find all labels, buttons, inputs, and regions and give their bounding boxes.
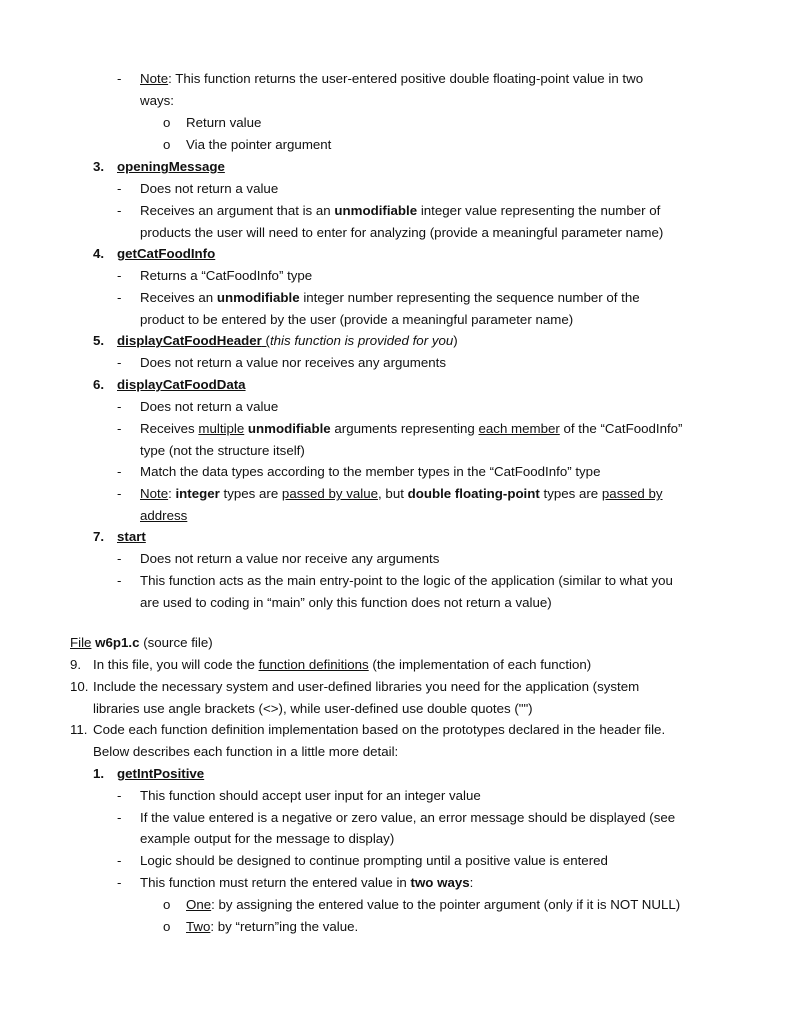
list-number: 7.: [93, 529, 105, 544]
file-heading: File w6p1.c (source file): [70, 635, 213, 650]
bullet-dash: -: [117, 464, 122, 479]
bullet-dash: -: [117, 71, 122, 86]
bullet-text: Does not return a value nor receive any arguments: [140, 551, 440, 566]
bullet-text: Logic should be designed to continue prompting until a positive value is entered: [140, 853, 608, 868]
list-number: 9.: [70, 657, 82, 672]
bullet-text-cont: product to be entered by the user (provide a meaningful parameter name): [140, 312, 574, 327]
bullet-circle: o: [163, 115, 171, 130]
function-heading: getCatFoodInfo: [117, 246, 216, 261]
bullet-circle: o: [163, 137, 171, 152]
function-heading: start: [117, 529, 146, 544]
numbered-item-cont: Below describes each function in a little more detail:: [93, 744, 399, 759]
bullet-text-cont: address: [140, 508, 188, 523]
bullet-text: If the value entered is a negative or zero value, an error message should be displayed (see: [140, 810, 676, 825]
list-number: 1.: [93, 766, 105, 781]
note-line: Note: This function returns the user-entered positive double floating-point value in two: [140, 71, 644, 86]
sub-item: One: by assigning the entered value to the pointer argument (only if it is NOT NULL): [186, 897, 681, 912]
bullet-text: Note: integer types are passed by value, but double floating-point types are passed by: [140, 486, 663, 501]
list-number: 5.: [93, 333, 105, 348]
numbered-item: In this file, you will code the function definitions (the implementation of each function): [93, 657, 592, 672]
function-heading: displayCatFoodHeader: [117, 333, 262, 348]
bullet-text-cont: example output for the message to display): [140, 831, 395, 846]
bullet-text-cont: type (not the structure itself): [140, 443, 305, 458]
bullet-dash: -: [117, 203, 122, 218]
bullet-dash: -: [117, 290, 122, 305]
list-number: 10.: [70, 679, 89, 694]
bullet-dash: -: [117, 355, 122, 370]
sub-item: Return value: [186, 115, 262, 130]
bullet-text: Does not return a value: [140, 181, 279, 196]
bullet-dash: -: [117, 399, 122, 414]
bullet-text-cont: are used to coding in “main” only this function does not return a value): [140, 595, 552, 610]
numbered-item: Include the necessary system and user-defined libraries you need for the application (system: [93, 679, 640, 694]
bullet-text: Does not return a value: [140, 399, 279, 414]
bullet-text: Match the data types according to the member types in the “CatFoodInfo” type: [140, 464, 601, 479]
bullet-dash: -: [117, 268, 122, 283]
bullet-dash: -: [117, 788, 122, 803]
bullet-dash: -: [117, 421, 122, 436]
bullet-text: Receives an argument that is an unmodifiable integer value representing the number of: [140, 203, 661, 218]
function-heading: openingMessage: [117, 159, 225, 174]
bullet-text: This function acts as the main entry-point to the logic of the application (similar to what you: [140, 573, 673, 588]
numbered-item: Code each function definition implementation based on the prototypes declared in the header file.: [93, 722, 666, 737]
list-number: 3.: [93, 159, 105, 174]
bullet-dash: -: [117, 853, 122, 868]
bullet-text: Receives multiple unmodifiable arguments representing each member of the “CatFoodInfo”: [140, 421, 683, 436]
bullet-text: Returns a “CatFoodInfo” type: [140, 268, 313, 283]
bullet-dash: -: [117, 181, 122, 196]
function-heading: displayCatFoodData: [117, 377, 246, 392]
bullet-dash: -: [117, 551, 122, 566]
list-number: 6.: [93, 377, 105, 392]
bullet-dash: -: [117, 486, 122, 501]
sub-item: Via the pointer argument: [186, 137, 332, 152]
sub-item: Two: by “return”ing the value.: [186, 919, 359, 934]
note-label: Note: [140, 71, 169, 86]
list-number: 11.: [70, 722, 88, 737]
bullet-dash: -: [117, 810, 122, 825]
function-heading-line: displayCatFoodHeader (this function is provided for you): [117, 333, 458, 348]
bullet-circle: o: [163, 919, 171, 934]
function-heading: getIntPositive: [117, 766, 205, 781]
list-number: 4.: [93, 246, 105, 261]
bullet-text: Does not return a value nor receives any arguments: [140, 355, 446, 370]
numbered-item-cont: libraries use angle brackets (<>), while user-defined use double quotes (""): [93, 701, 533, 716]
bullet-text: This function should accept user input for an integer value: [140, 788, 481, 803]
bullet-dash: -: [117, 875, 122, 890]
bullet-text-cont: products the user will need to enter for analyzing (provide a meaningful parameter name): [140, 225, 664, 240]
bullet-text: Receives an unmodifiable integer number representing the sequence number of the: [140, 290, 640, 305]
note-line-cont: ways:: [140, 93, 174, 108]
bullet-text: This function must return the entered value in two ways:: [140, 875, 474, 890]
bullet-circle: o: [163, 897, 171, 912]
bullet-dash: -: [117, 573, 122, 588]
